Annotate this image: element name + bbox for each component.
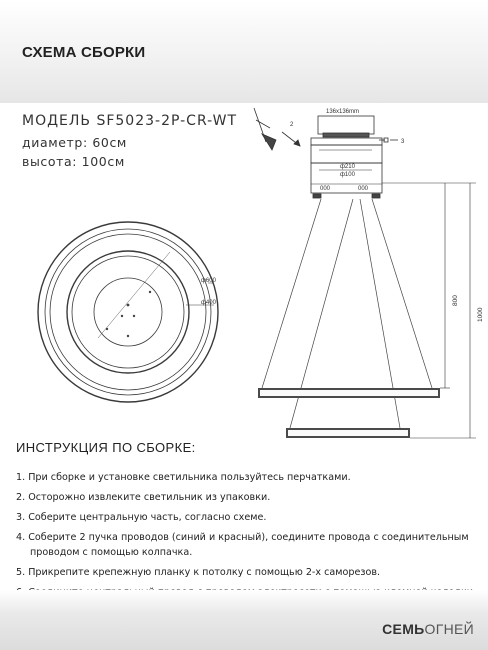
angle-label: 2 [290, 122, 294, 128]
canopy-label-1: ф210 [340, 164, 355, 170]
height-1000-label: 1000 [477, 307, 484, 322]
instructions-title: ИНСТРУКЦИЯ ПО СБОРКЕ: [16, 440, 196, 455]
step-text: 5. Прикрепите крепежную планку к потолку с помощью 2-х саморезов. [16, 567, 381, 578]
instruction-step [16, 470, 481, 485]
canopy-label-2: ф100 [340, 172, 355, 178]
instruction-step [16, 490, 481, 505]
instruction-step [16, 530, 481, 560]
diameter-spec: диаметр: 60см [22, 135, 127, 150]
instruction-step [16, 565, 481, 580]
step-text-continued: проводом с помощью колпачка. [30, 547, 193, 558]
outer-diameter-label: ф600 [201, 278, 216, 284]
screw-label: 3 [401, 139, 405, 145]
ring-inner-side [286, 428, 410, 438]
height-800-label: 800 [452, 295, 459, 306]
step-text: 1. При сборке и установке светильника пользуйтесь перчатками. [16, 472, 351, 483]
step-text: 4. Соберите 2 пучка проводов (синий и красный), соедините провода с соединительным [16, 532, 469, 543]
canopy-box-left: 000 [320, 186, 331, 192]
height-dimension [382, 183, 476, 438]
page-title: СХЕМА СБОРКИ [22, 44, 146, 61]
model-name: МОДЕЛЬ SF5023-2P-CR-WT [22, 113, 237, 129]
top-view-rings [38, 222, 218, 402]
canopy-box-right: 000 [358, 186, 369, 192]
instruction-step [16, 510, 481, 525]
brand-bold: СЕМЬ [382, 621, 425, 637]
inner-diameter-label: ф400 [201, 300, 216, 306]
ring-outer-side [258, 388, 440, 398]
instruction-steps [16, 470, 481, 605]
brand-logo [382, 621, 474, 637]
brand-light: ОГНЕЙ [424, 621, 474, 637]
height-spec: высота: 100см [22, 154, 125, 169]
screw-detail [254, 108, 300, 150]
top-view-dots [106, 291, 151, 337]
step-text: 3. Соберите центральную часть, согласно схеме. [16, 512, 267, 523]
footer-band [0, 590, 488, 650]
step-text: 2. Осторожно извлеките светильник из упаковки. [16, 492, 271, 503]
bracket-width-label: 136x136mm [326, 109, 360, 115]
